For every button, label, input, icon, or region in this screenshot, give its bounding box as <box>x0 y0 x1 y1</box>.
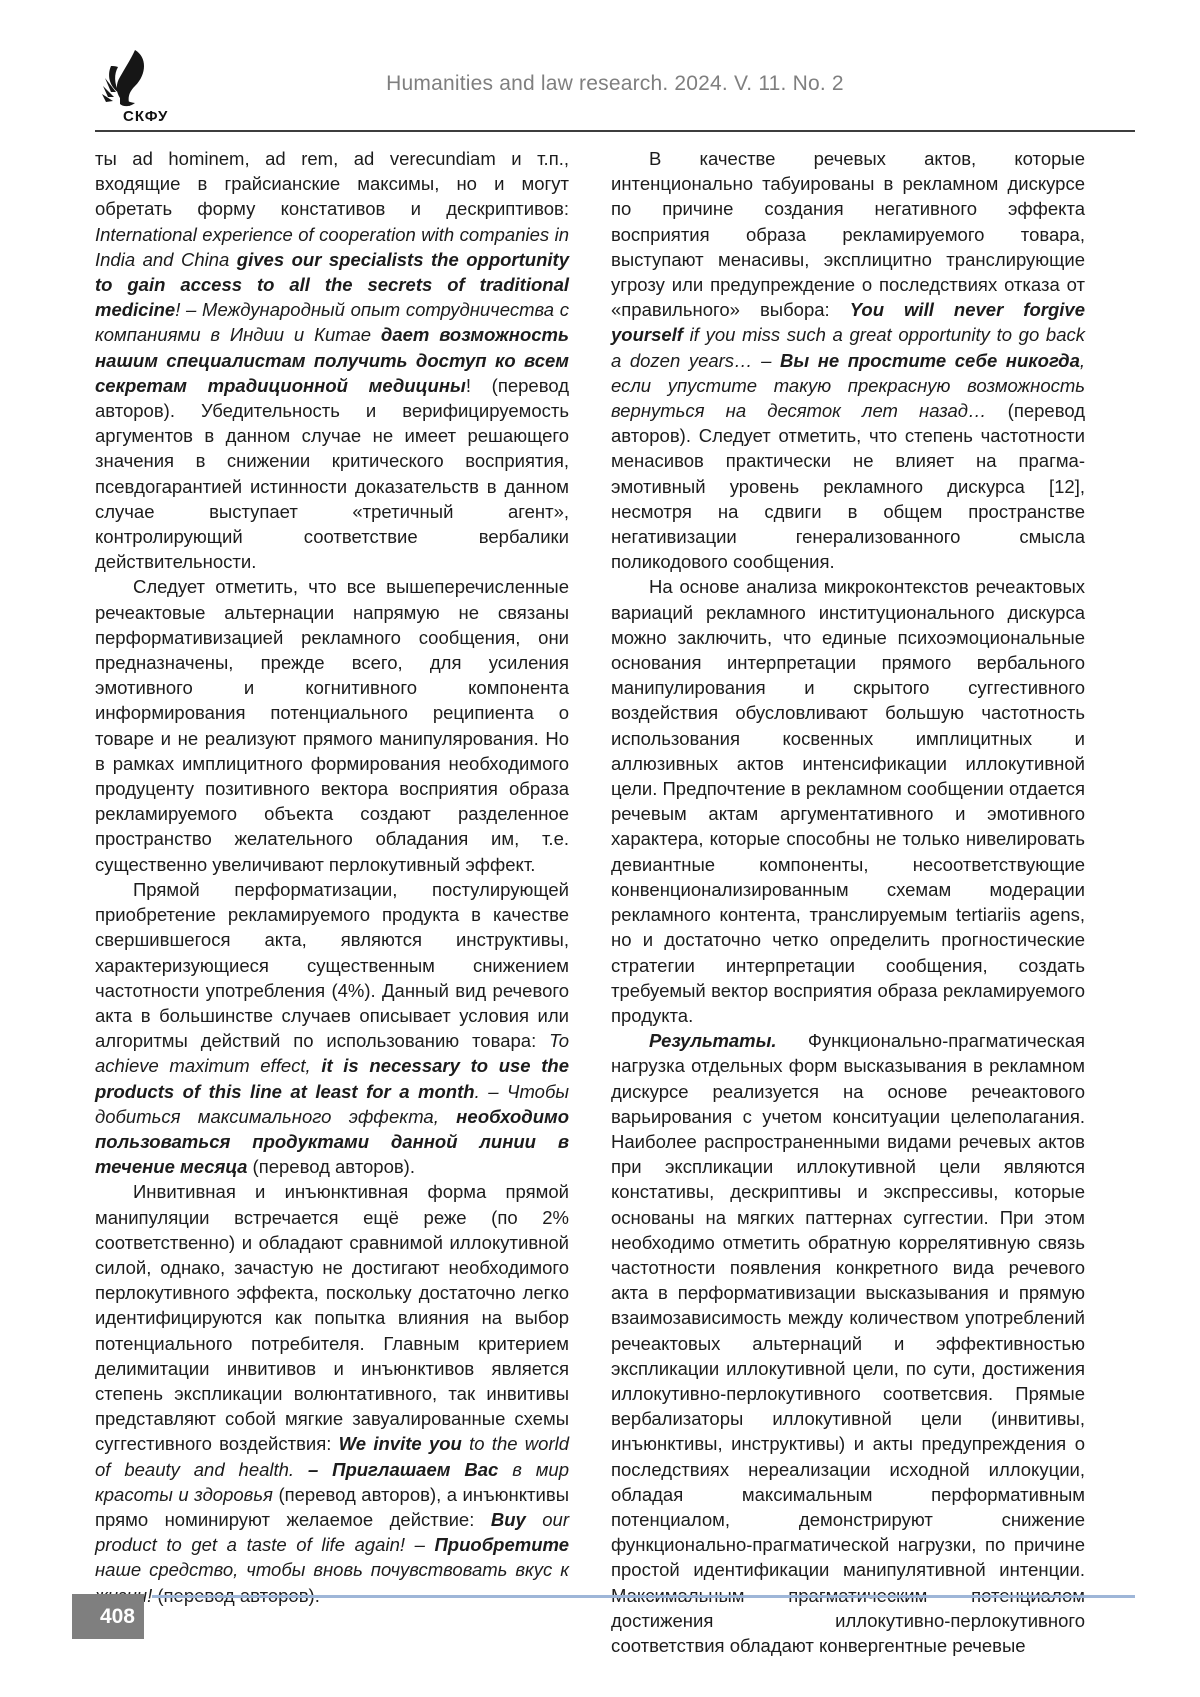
text-run: if you miss such a great opportunity to go back a dozen years… – <box>611 324 1086 371</box>
page-number: 408 <box>99 1604 135 1628</box>
text-run: We invite you <box>338 1433 470 1455</box>
text-run: Приобретите <box>434 1534 569 1556</box>
text-run: . – Чтобы добиться максимального эффекта, <box>95 1080 569 1127</box>
article-body <box>95 146 1085 1658</box>
paragraph <box>611 574 1085 1028</box>
text-run: You will never forgive yourself <box>611 299 1085 346</box>
text-run: наше средство, чтобы вновь почувствовать вкус к <box>95 1559 569 1581</box>
text-run: to the world of beauty and health. <box>95 1433 569 1480</box>
text-run: International experience of cooperation with companies in India and China <box>95 223 569 270</box>
page-number-badge <box>72 1594 144 1639</box>
left-column <box>95 146 569 1658</box>
text-run: Результаты. <box>649 1030 808 1052</box>
text-run: , если упустите такую прекрасную возможность вернуться на десяток лет назад… <box>611 349 1085 422</box>
text-run: (перевод авторов). Следует отметить, что степень частотности менасивов практически не влияет на прагма-эмотивный уровень рекламного дискурса [12], несмотря на сдвиги в общем пространстве негативизации генерализованного смысла поликодового сообщения. <box>611 400 1085 573</box>
text-run: необходимо пользоваться продуктами данной линии в течение месяца <box>95 1105 569 1178</box>
paragraph <box>95 146 569 574</box>
text-run: На основе анализа микроконтекстов речеактовых вариаций рекламного институционального дискурса можно заключить, что единые психоэмоциональные основания интерпретации прямого вербального манипулирования и скрытого суггестивного воздействия обусловливают большую частотность использования косвенных имплицитных и аллюзивных актов интенсификации иллокутивной цели. Предпочтение в рекламном сообщении отдается речевым актам аргументативного и эмотивного характера, которые способны не только нивелировать девиантные компоненты, несоответствующие конвенционализированным схемам модерации рекламного контента, транслируемым tertiariis agens, но и достаточно четко определить прогностические стратегии интерпретации сообщения, создать требуемый вектор восприятия образа рекламируемого продукта. <box>611 576 1085 1026</box>
text-run: our product to get a taste of life again! – <box>95 1508 569 1556</box>
footer-rule <box>152 1595 1135 1598</box>
text-run: – Приглашаем Вас <box>307 1458 513 1480</box>
text-run: Buy <box>490 1508 543 1530</box>
text-run: (перевод авторов). <box>252 1156 415 1178</box>
text-run: В качестве речевых актов, которые интенционально табуированы в рекламном дискурсе по причине создания негативного эффекта восприятия образа рекламируемого товара, выступают менасивы, эксплицитно транслирующие угрозу или предупреждение о последствиях отказа от «правильного» выбора: <box>611 148 1085 321</box>
text-run: (перевод авторов), а инъюнктивы прямо номинируют желаемое действие: <box>95 1483 569 1530</box>
text-run: ! – Международный опыт сотрудничества с компаниями в Индии и Китае <box>95 299 569 346</box>
paragraph <box>95 1179 569 1607</box>
right-column <box>611 146 1085 1658</box>
text-run: Инвитивная и инъюнктивная форма прямой манипуляции встречается ещё реже (по 2% соответственно) и обладают сравнимой иллокутивной силой, однако, зачастую не достигают необходимого перлокутивного эффекта, поскольку достаточно легко идентифицируются как попытка влияния на выбор потенциального потребителя. Главным критерием делимитации инвитивов и инъюнктивов является степень экспликации волюнтативного, так инвитивы представляют собой мягкие завуалированные схемы суггестивного воздействия: <box>95 1181 569 1455</box>
journal-title: Humanities and law research. 2024. V. 11. No. 2 <box>386 72 844 95</box>
text-run: Функционально-прагматическая нагрузка отдельных форм высказывания в рекламном дискурсе реализуется на основе речеактового варьирования с учетом конситуации целеполагания. Наиболее распространенными видами речевых актов при экспликации иллокутивной цели являются констативы, дескриптивы и экспрессивы, которые основаны на мягких паттернах суггестии. При этом необходимо отметить обратную коррелятивную связь частотности появления конкретного вида речевого акта в перформативизации высказывания и прямую взаимозависимость между количеством употреблений речеактовых альтернаций и эффективностью экспликации иллокутивной цели, по сути, достижения иллокутивно-перлокутивного соответсвия. Прямые вербализаторы иллокутивной цели (инвитивы, инъюнктивы, инструктивы) и акты предупреждения о последствиях нереализации исходной иллокуции, обладая максимальным перформативным потенциалом, демонстрируют снижение функционально-прагматической нагрузки, по причине простой идентификации манипулятивной интенции. достижения иллокутивно-перлокутивного соответствия обладают конвергентные речевые <box>611 1030 1085 1656</box>
text-run: Прямой перформатизации, постулирующей приобретение рекламируемого продукта в качестве свершившегося акта, являются инструктивы, характеризующиеся существенным снижением частотности употребления (4%). Данный вид речевого акта в большинстве случаев описывает условия или алгоритмы действий по использованию товара: <box>95 878 569 1052</box>
text-run: ты ad hominem, ad rem, ad verecundiam и т.п., входящие в грайсианские максимы, но и могут обретать форму констативов и дескриптивов: <box>95 148 569 220</box>
paragraph <box>611 146 1085 574</box>
paragraph <box>95 574 569 876</box>
text-run: Следует отметить, что все вышеперечисленные речеактовые альтернации напрямую не связаны перформативизацией рекламного сообщения, они предназначены, прежде всего, для усиления эмотивного и когнитивного компонента информирования потенциального реципиента о товаре и не реализуют прямого манипулярования. Но в рамках имплицитного формирования необходимого продуценту позитивного вектора восприятия образа рекламируемого объекта создают разделенное пространство желательного обладания им, т.е. существенно увеличивают перлокутивный эффект. <box>95 576 569 875</box>
paragraph <box>611 1028 1085 1658</box>
page-header <box>95 0 1135 132</box>
text-run: To achieve maximum effect, <box>95 1030 569 1077</box>
university-logo-label: СКФУ <box>123 108 169 125</box>
text-run: дает возможность нашим специалистам получить доступ ко всем секретам традиционной медицины <box>95 324 569 396</box>
paragraph <box>95 877 569 1179</box>
text-run: в мир красоты и здоровья <box>95 1458 569 1505</box>
text-run: Вы не простите себе никогда <box>779 349 1080 371</box>
text-run: ! (перевод авторов). Убедительность и верифицируемость аргументов в данном случае не имеет решающего значения в снижении критического восприятия, псевдогарантией истинности доказательств в данном случае выступает «третичный агент», контролирующий соответствие вербалики действительности. <box>95 374 569 573</box>
text-run: it is necessary to use the products of this line at least for a month <box>95 1055 569 1102</box>
text-run: gives our specialists the opportunity to gain access to all the secrets of traditional medicine <box>95 248 569 321</box>
